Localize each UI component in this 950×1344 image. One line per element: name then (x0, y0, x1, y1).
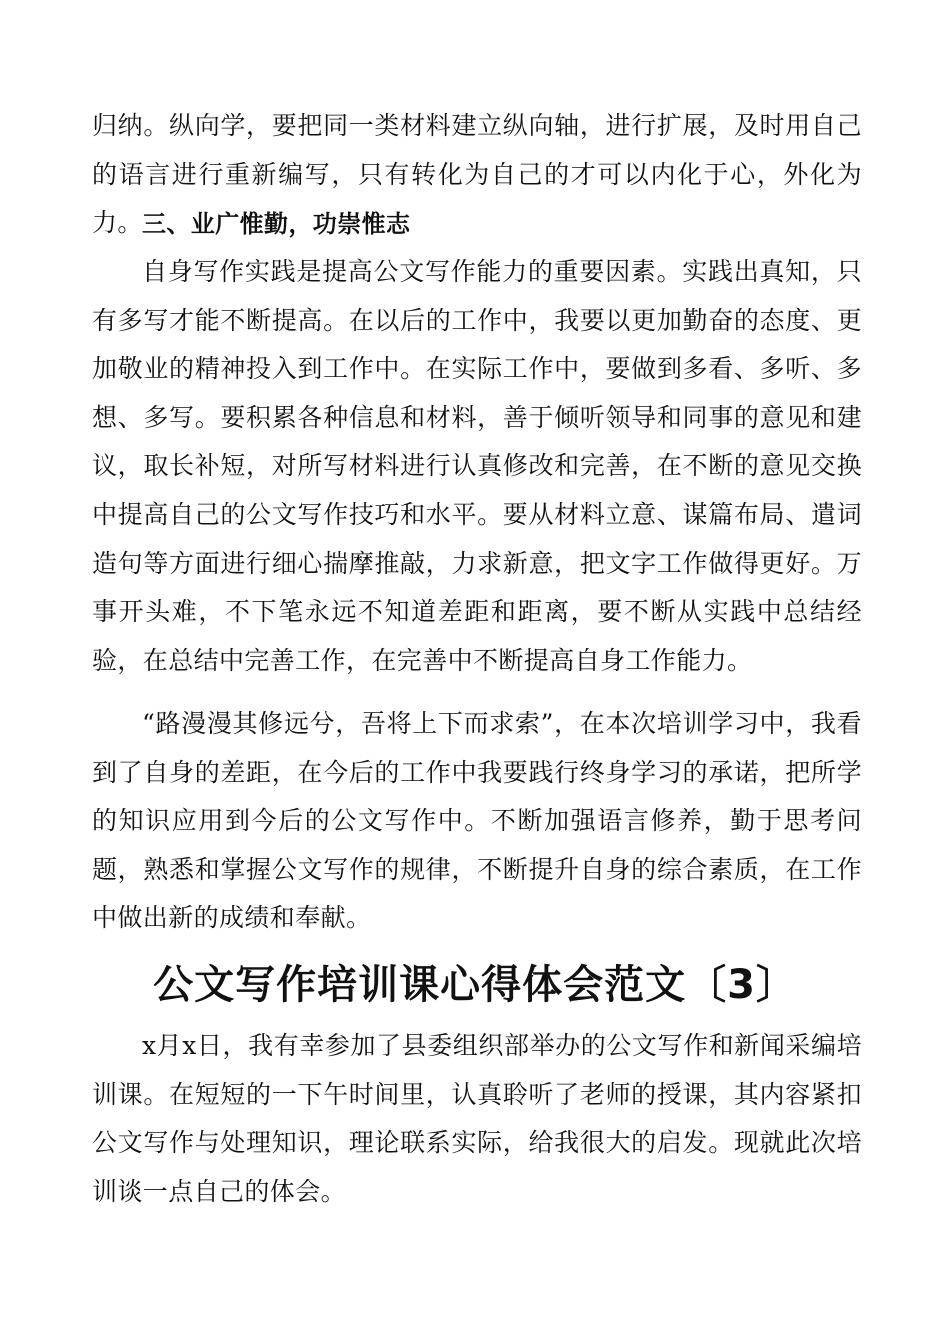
article-title: 公文写作培训课心得体会范文〔3〕 (153, 962, 797, 1008)
paragraph-continuation: 归纳。纵向学，要把同一类材料建立纵向轴，进行扩展，及时用自己的语言进行重新编写，只有转化为自己的才可以内化于心，外化为力。 (92, 111, 862, 238)
paragraph-intro: x月x日，我有幸参加了县委组织部举办的公文写作和新闻采编培训课。在短短的一下午时间里，认真聆听了老师的授课，其内容紧扣公文写作与处理知识，理论联系实际，给我很大的启发。现就此次培训谈一点自己的体会。 (92, 1031, 862, 1206)
section-heading: 三、业广惟勤，功崇惟志 (142, 210, 411, 238)
paragraph-practice: 自身写作实践是提高公文写作能力的重要因素。实践出真知，只有多写才能不断提高。在以后的工作中，我要以更加勤奋的态度、更加敬业的精神投入到工作中。在实际工作中，要做到多看、多听、多想、多写。要积累各种信息和材料，善于倾听领导和同事的意见和建议，取长补短，对所写材料进行认真修改和完善，在不断的意见交换中提高自己的公文写作技巧和水平。要从材料立意、谋篇布局、遣词造句等方面进行细心揣摩推敲，力求新意，把文字工作做得更好。万事开头难，不下笔永远不知道差距和距离，要不断从实践中总结经验，在总结中完善工作，在完善中不断提高自身工作能力。 (92, 257, 862, 675)
paragraph-quote: “路漫漫其修远兮，吾将上下而求索”，在本次培训学习中，我看到了自身的差距，在今后的工作中我要践行终身学习的承诺，把所学的知识应用到今后的公文写作中。不断加强语言修养，勤于思考问题，熟悉和掌握公文写作的规律，不断提升自身的综合素质，在工作中做出新的成绩和奉献。 (92, 709, 862, 933)
